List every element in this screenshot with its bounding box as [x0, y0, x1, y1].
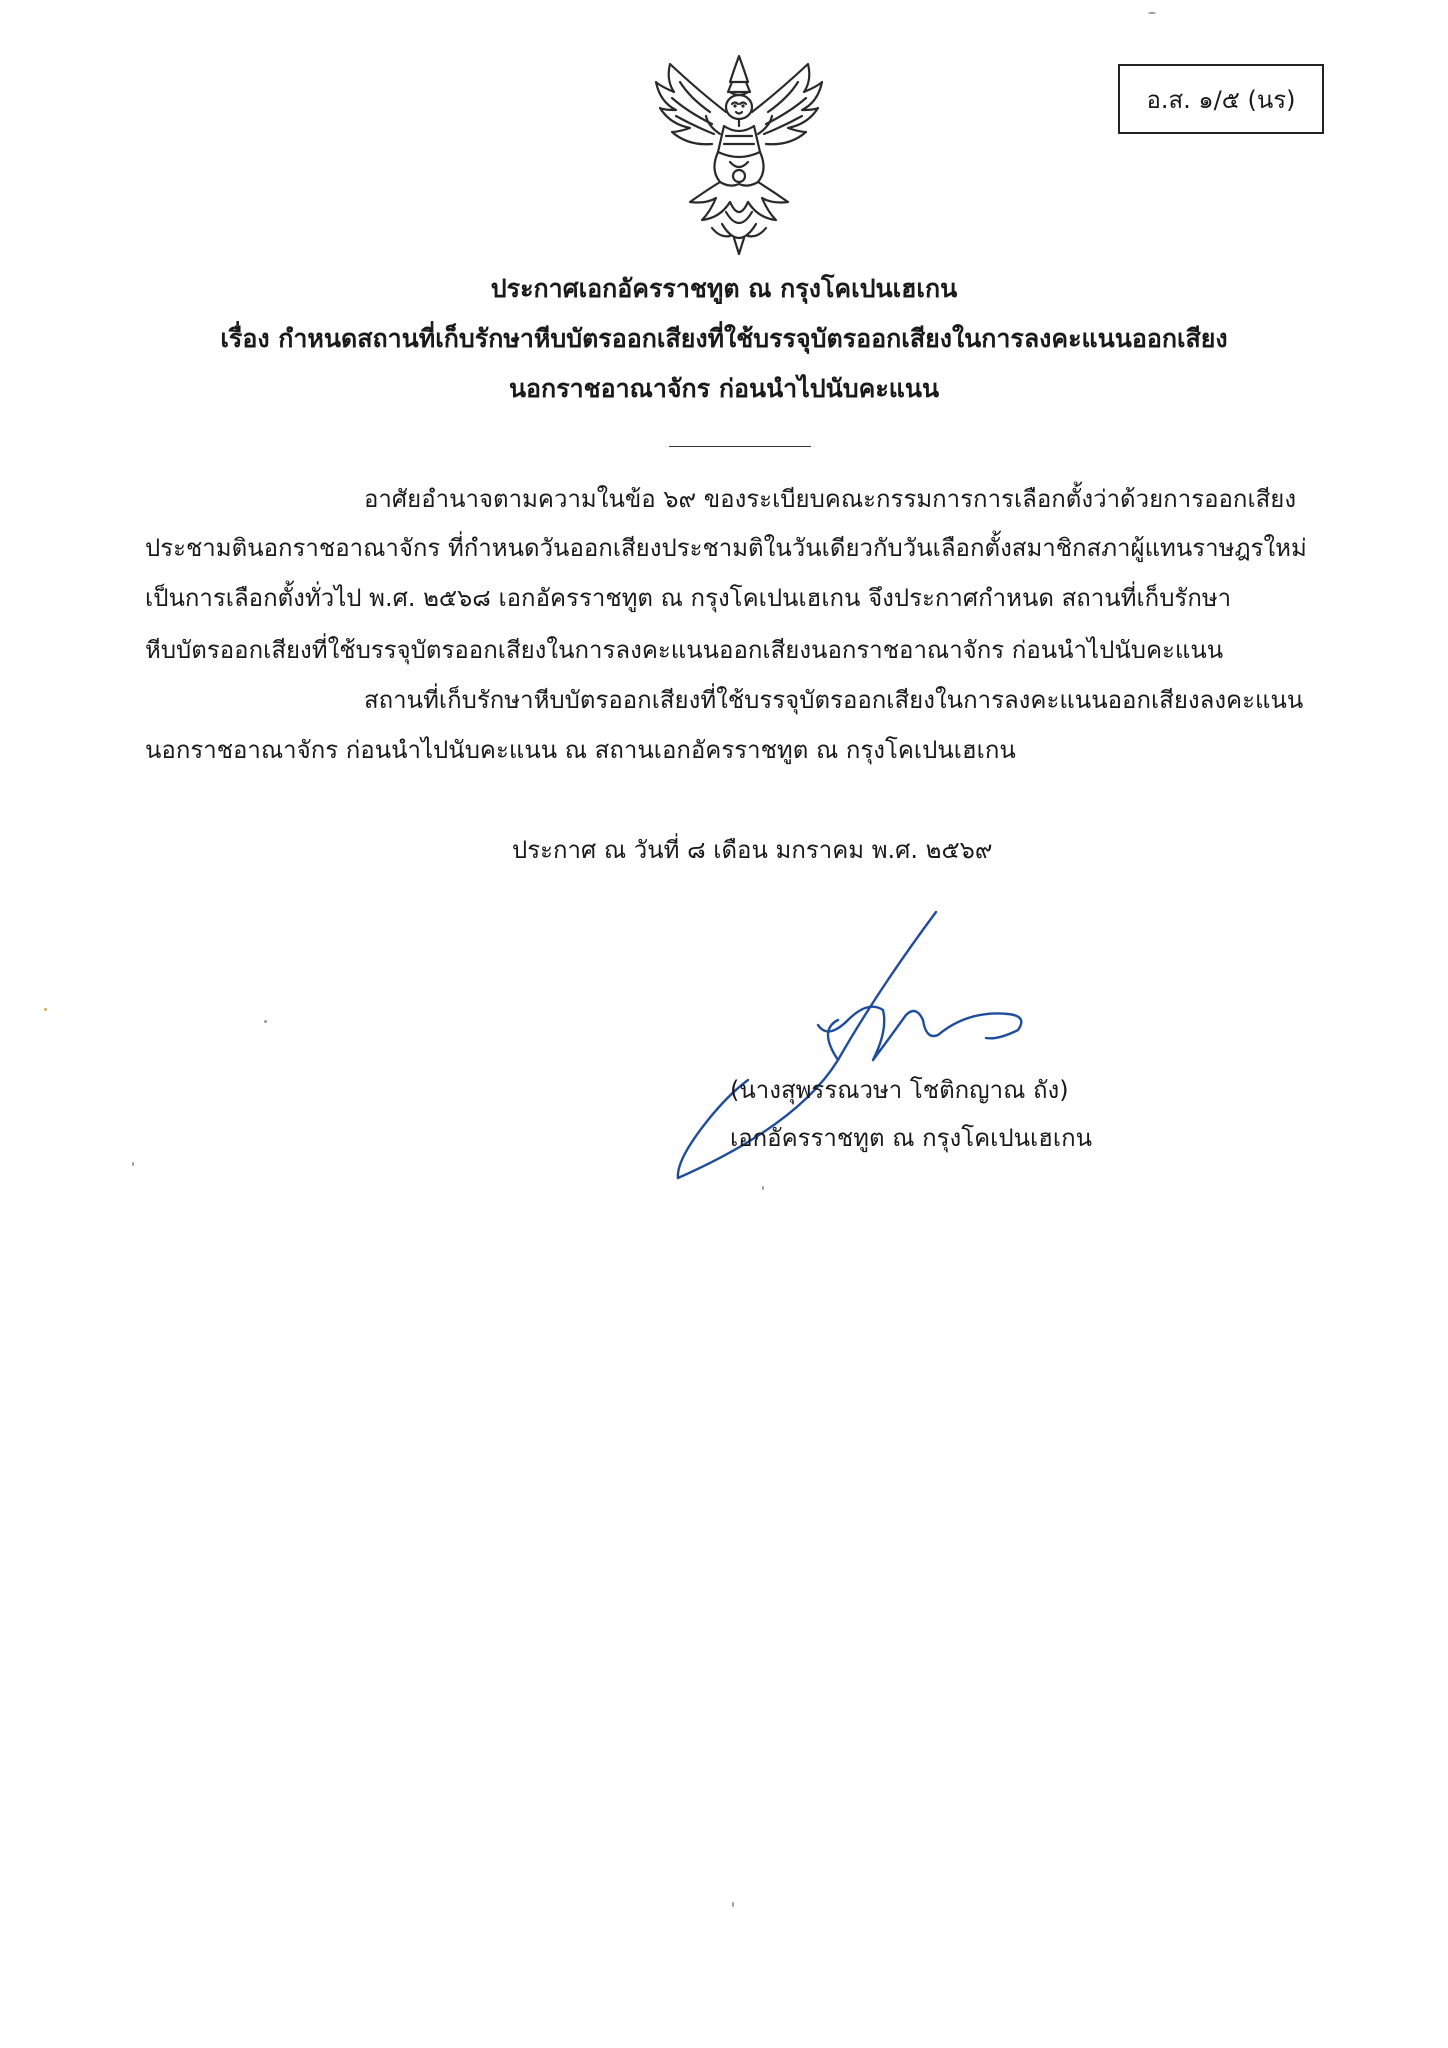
scan-speck: [132, 1162, 134, 1166]
scan-speck: [762, 1186, 764, 1190]
paragraph1-line-4: หีบบัตรออกเสียงที่ใช้บรรจุบัตรออกเสียงในการลงคะแนนออกเสียงนอกราชอาณาจักร ก่อนนำไปนับคะแนน: [145, 636, 1224, 664]
paragraph2-line-1: สถานที่เก็บรักษาหีบบัตรออกเสียงที่ใช้บรรจุบัตรออกเสียงในการลงคะแนนออกเสียงลงคะแนน: [364, 686, 1304, 714]
form-code-box: [1118, 64, 1324, 134]
signer-name: (นางสุพรรณวษา โชติกญาณ ถัง): [730, 1076, 1069, 1104]
announcement-subject: [120, 320, 1328, 358]
title-line-3: นอกราชอาณาจักร ก่อนนำไปนับคะแนน: [508, 374, 940, 403]
paragraph1-line-1: อาศัยอำนาจตามความในข้อ ๖๙ ของระเบียบคณะกรรมการการเลือกตั้งว่าด้วยการออกเสียง: [364, 485, 1297, 513]
title-line-2: เรื่อง กำหนดสถานที่เก็บรักษาหีบบัตรออกเสียงที่ใช้บรรจุบัตรออกเสียงในการลงคะแนนออกเสียง: [220, 324, 1228, 353]
scan-speck: [732, 1902, 734, 1907]
paragraph2-line-2: นอกราชอาณาจักร ก่อนนำไปนับคะแนน ณ สถานเอกอัครราชทูต ณ กรุงโคเปนเฮเกน: [145, 736, 1016, 764]
title-divider: [669, 446, 811, 447]
garuda-emblem-icon: [650, 52, 828, 258]
paragraph1-line-3: เป็นการเลือกตั้งทั่วไป พ.ศ. ๒๕๖๘ เอกอัครราชทูต ณ กรุงโคเปนเฮเกน จึงประกาศกำหนด สถานที่เก็บรักษา: [145, 584, 1232, 612]
announcement-subject-cont: [120, 370, 1328, 408]
form-code-text: อ.ส. ๑/๕ (นร): [1146, 85, 1296, 114]
paragraph1-line-2: ประชามตินอกราชอาณาจักร ที่กำหนดวันออกเสียงประชามติในวันเดียวกับวันเลือกตั้งสมาชิกสภาผู้แทนราษฎรใหม่: [145, 534, 1307, 562]
announcement-date: ประกาศ ณ วันที่ ๘ เดือน มกราคม พ.ศ. ๒๕๖๙: [512, 836, 993, 864]
scan-speck: [44, 1008, 47, 1011]
signer-position: เอกอัครราชทูต ณ กรุงโคเปนเฮเกน: [730, 1124, 1093, 1152]
scan-speck: [264, 1020, 267, 1023]
title-line-1: ประกาศเอกอัครราชทูต ณ กรุงโคเปนเฮเกน: [490, 274, 958, 303]
announcement-heading: [120, 270, 1328, 308]
scan-speck: [1148, 12, 1156, 14]
